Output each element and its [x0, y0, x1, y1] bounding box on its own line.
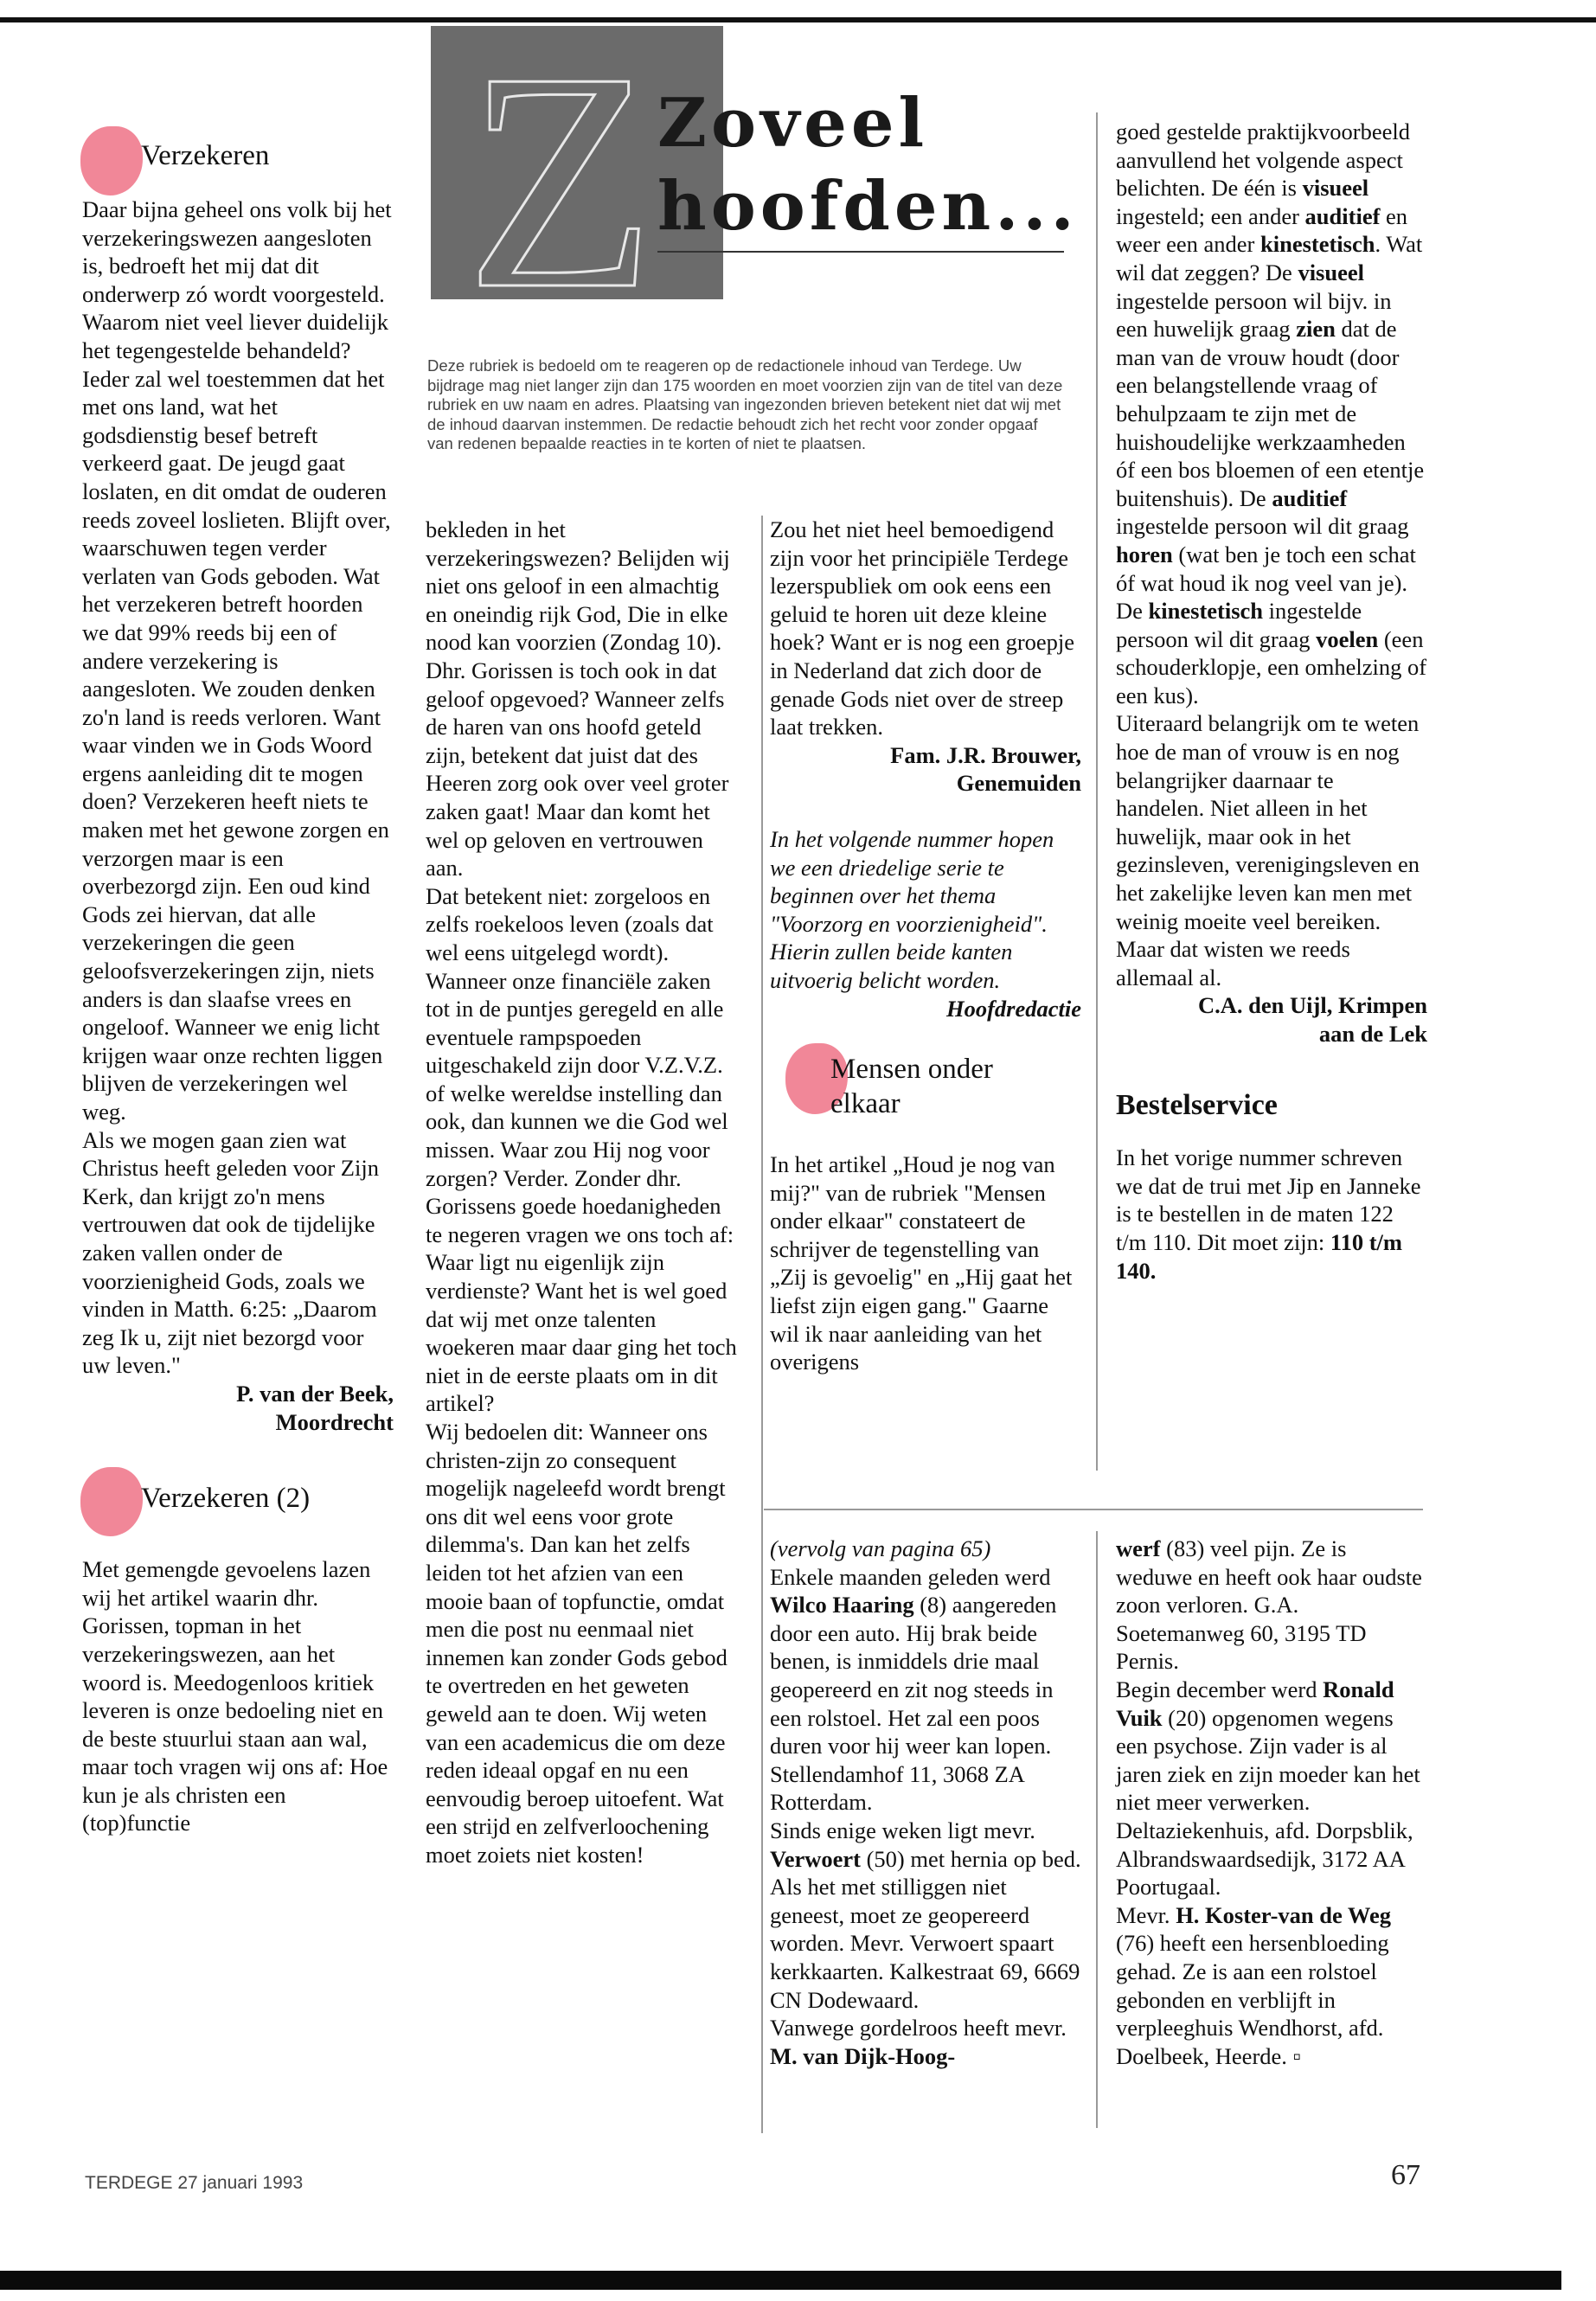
letter3-heading	[770, 1052, 1081, 1121]
column-1	[82, 138, 394, 1837]
column-2	[426, 516, 737, 1869]
page-number: 67	[1391, 2159, 1420, 2191]
continued-column-4	[1116, 1535, 1427, 2070]
letter3-heading-line2: elkaar	[830, 1088, 901, 1120]
letter1-body: Daar bijna geheel ons volk bij het verzekeringswezen aangesloten is, bedroeft het mij dat dit onderwerp zó wordt voorgesteld. Waarom niet veel liever duidelijk het tegengestelde behandeld? Ieder zal wel toestemmen dat het met ons land, wat het godsdienstig besef betreft verkeerd gaat. De jeugd gaat loslaten, en dit omdat de ouderen reeds zoveel loslieten. Blijft over, waarschuwen tegen verder verlaten van Gods geboden. Wat het verzekeren betreft hoorden we dat 99% reeds bij een of andere verzekering is aangesloten. We zouden denken zo'n land is reeds verloren. Want waar vinden we in Gods Woord ergens aanleiding dit te mogen doen? Verzekeren heeft niets te maken met het gewone zorgen en verzorgen maar is een overbezorgd zijn. Een oud kind Gods zei hiervan, dat alle verzekeringen die geen geloofsverzekeringen zijn, niets anders is dan slaafse vrees en ongeloof. Wanneer we enig licht krijgen waar onze rechten liggen blijven de verzekeringen wel weg.	[82, 196, 392, 1125]
letter2-signature-name: Fam. J.R. Brouwer,	[890, 741, 1081, 768]
letter3-body-col3: In het artikel „Houd je nog van mij?" van de rubriek "Mensen onder elkaar" constateert de schrijver de tegenstelling van „Zij is gevoelig" en „Hij gaat het liefst zijn eigen gang." Gaarne wil ik naar aanleiding van het overigens	[770, 1151, 1073, 1375]
rubric-intro: Deze rubriek is bedoeld om te reageren op de redactionele inhoud van Terdege. Uw bijdrage mag niet langer zijn dan 175 woorden en moet voorzien zijn van de titel van deze rubriek en uw naam en adres. Plaatsing van ingezonden brieven betekent niet dat wij met de inhoud daarvan instemmen. De redactie behoudt zich het recht voor zonder opgaaf van redenen bepaalde reacties in te korten of niet te plaatsen.	[427, 356, 1063, 452]
letter1-heading	[82, 138, 394, 173]
editorial-note: In het volgende nummer hopen we een driedelige serie te beginnen over het thema "Voorzorg en voorzienigheid". Hierin zullen beide kanten uitvoerig belicht worden.	[770, 825, 1054, 993]
column-3	[770, 516, 1081, 1376]
letter2-body-col2e: Wij bedoelen dit: Wanneer ons christen-zijn zo consequent mogelijk nageleefd wordt brengt ons dit wel eens voor grote dilemma's. Dan kan het zelfs leiden tot het afzien van een mooie baan of topfunctie, omdat men die post nu eenmaal niet innemen kan zonder Gods gebod te overtreden en het geweten geweld aan te doen. Wij weten van een academicus die om deze reden ideaal opgaf en nu een eenvoudig beroep uitoefent. Wat een strijd en zelfverloochening moet zoiets niet kosten!	[426, 1419, 727, 1868]
z-initial-letter: Z	[465, 26, 656, 299]
section-rule	[764, 1509, 1423, 1510]
editorial-note-signature: Hoofdredactie	[945, 995, 1081, 1022]
rubric-title-line2: hoofden...	[657, 167, 1079, 246]
rubric-title-line1: Zoveel	[657, 84, 929, 163]
bestelservice-correction: 110 t/m 140.	[1116, 1228, 1402, 1284]
column-rule-3-4-bottom	[1096, 1531, 1098, 2128]
bestelservice-body-text: In het vorige nummer schreven we dat de trui met Jip en Janneke is te bestellen in de maten 122 t/m 110. Dit moet zijn:	[1116, 1144, 1421, 1255]
continued-body-col4: werf (83) veel pijn. Ze is weduwe en heeft ook haar oudste zoon verloren. G.A. Soetemanweg 60, 3195 TD Pernis. Begin december werd Ronald Vuik (20) opgenomen wegens een psychose. Zijn vader is al jaren ziek en zijn moeder kan het niet meer verwerken. Deltaziekenhuis, afd. Dorpsblik, Albrandswaardsedijk, 3172 AA Poortugaal. Mevr. H. Koster-van de Weg (76) heeft een hersenbloeding gehad. Ze is aan een rolstoel gebonden en verblijft in verpleeghuis Wendhorst, afd. Doelbeek, Heerde. ▫	[1116, 1535, 1422, 2069]
letter1-signature-place: Moordrecht	[275, 1408, 394, 1435]
letter2-body-col2d: Wanneer onze financiële zaken tot in de puntjes geregeld en alle eventuele rampspoeden uitgeschakeld zijn door V.Z.V.Z. of welke wereldse instelling dan ook, dan kunnen we die God wel missen. Waar zou Hij nog voor zorgen? Verder. Zonder dhr. Gorissens goede hoedanigheden te negeren vragen we ons toch af: Waar ligt nu eigenlijk zijn verdienste? Want het is wel goed dat wij met onze talenten woekeren maar daar ging het toch niet in de eerste plaats om in dit artikel?	[426, 967, 737, 1417]
letter3-heading-line1: Mensen onder	[830, 1054, 993, 1086]
heading-accent-blob	[80, 1467, 143, 1536]
letter3-body-col4b: Uiteraard belangrijk om te weten hoe de man of vrouw is en nog belangrijker daarnaar te handelen. Niet alleen in het huwelijk, maar ook in het gezinsleven, verenigingsleven en het zakelijke leven kan men met weinig moeite veel bereiken. Maar dat wisten we reeds allemaal al.	[1116, 710, 1420, 990]
bestelservice-heading: Bestelservice	[1116, 1088, 1278, 1121]
continued-lead: (vervolg van pagina 65)	[770, 1535, 991, 1561]
continued-column-3	[770, 1535, 1081, 2070]
letter2-heading-text: Verzekeren (2)	[141, 1483, 311, 1515]
letter2-body-col2c: Dat betekent niet: zorgeloos en zelfs roekeloos leven (zoals dat wel eens uitgelegd wordt).	[426, 882, 714, 965]
heading-accent-blob	[80, 126, 143, 195]
continued-body-col3: Enkele maanden geleden werd Wilco Haaring (8) aangereden door een auto. Hij brak beide benen, is inmiddels drie maal geopereerd en zit nog steeds in een rolstoel. Het zal een poos duren voor hij weer kan lopen. Stellendamhof 11, 3068 ZA Rotterdam. Sinds enige weken ligt mevr. Verwoert (50) met hernia op bed. Als het met stilliggen niet geneest, moet ze geopereerd worden. Mevr. Verwoert spaart kerkkaarten. Kalkestraat 69, 6669 CN Dodewaard. Vanwege gordelroos heeft mevr. M. van Dijk-Hoog-	[770, 1563, 1081, 2069]
letter2-body-col2b: Dhr. Gorissen is toch ook in dat geloof opgevoed? Wanneer zelfs de haren van ons hoofd geteld zijn, betekent dat juist dat des Heeren zorg ook over veel groter zaken gaat! Maar dan komt het wel op geloven en vertrouwen aan.	[426, 657, 729, 881]
letter3-signature-place: aan de Lek	[1318, 1021, 1427, 1047]
letter1-signature-name: P. van der Beek,	[236, 1380, 394, 1407]
letter3-body-col4: goed gestelde praktijkvoorbeeld aanvullend het volgende aspect belichten. De één is visueel ingesteld; een ander auditief en weer een ander kinestetisch. Wat wil dat zeggen? De visueel ingestelde persoon wil bijv. in een huwelijk graag zien dat de man van de vrouw houdt (door een belangstellende vraag of behulpzaam te zijn met de huishoudelijke werkzaamheden óf een bos bloemen of een etentje buitenshuis). De auditief ingestelde persoon wil dit graag horen (wat ben je toch een schat óf wat houd ik nog veel van je). De kinestetisch ingestelde persoon wil dit graag voelen (een schouderklopje, een omhelzing of een kus).	[1116, 119, 1427, 708]
top-rule	[0, 17, 1596, 22]
letter2-signature-place: Genemuiden	[956, 770, 1081, 797]
column-rule-3-4-top	[1096, 112, 1098, 1471]
letter1-heading-text: Verzekeren	[141, 140, 270, 171]
bottom-rule	[0, 2271, 1596, 2290]
rubric-title	[657, 82, 1079, 248]
letter2-body-col3: Zou het niet heel bemoedigend zijn voor het principiële Terdege lezerspubliek om ook eens een geluid te horen uit deze kleine hoek? Want er is nog een groepje in Nederland dat zich door de genade Gods niet over de streep laat trekken.	[770, 516, 1075, 740]
title-underline	[657, 251, 1064, 253]
publication-footer: TERDEGE 27 januari 1993	[85, 2173, 304, 2193]
letter2-body-col1: Met gemengde gevoelens lazen wij het artikel waarin dhr. Gorissen, topman in het verzekeringswezen, aan het woord is. Meedogenloos kritiek leveren is onze bedoeling niet en de beste stuurlui staan aan wal, maar toch vragen wij ons af: Hoe kun je als christen een (top)functie	[82, 1556, 388, 1836]
letter1-body-2: Als we mogen gaan zien wat Christus heeft geleden voor Zijn Kerk, dan krijgt zo'n mens vertrouwen dat ook de tijdelijke zaken vallen onder de voorzienigheid Gods, zoals we vinden in Matth. 6:25: „Daarom zeg Ik u, zijt niet bezorgd voor uw leven."	[82, 1126, 379, 1379]
column-4	[1116, 118, 1427, 1285]
letter3-signature-name: C.A. den Uijl, Krimpen	[1198, 992, 1427, 1019]
letter2-heading	[82, 1481, 394, 1516]
column-rule-2-3	[761, 516, 763, 2133]
letter2-body-col2a: bekleden in het verzekeringswezen? Belijden wij niet ons geloof in een almachtig en oneindig rijk God, Die in elke nood kan voorzien (Zondag 10).	[426, 516, 730, 656]
bestelservice-body	[1116, 1144, 1427, 1285]
bottom-rule-edge	[1561, 2271, 1596, 2290]
